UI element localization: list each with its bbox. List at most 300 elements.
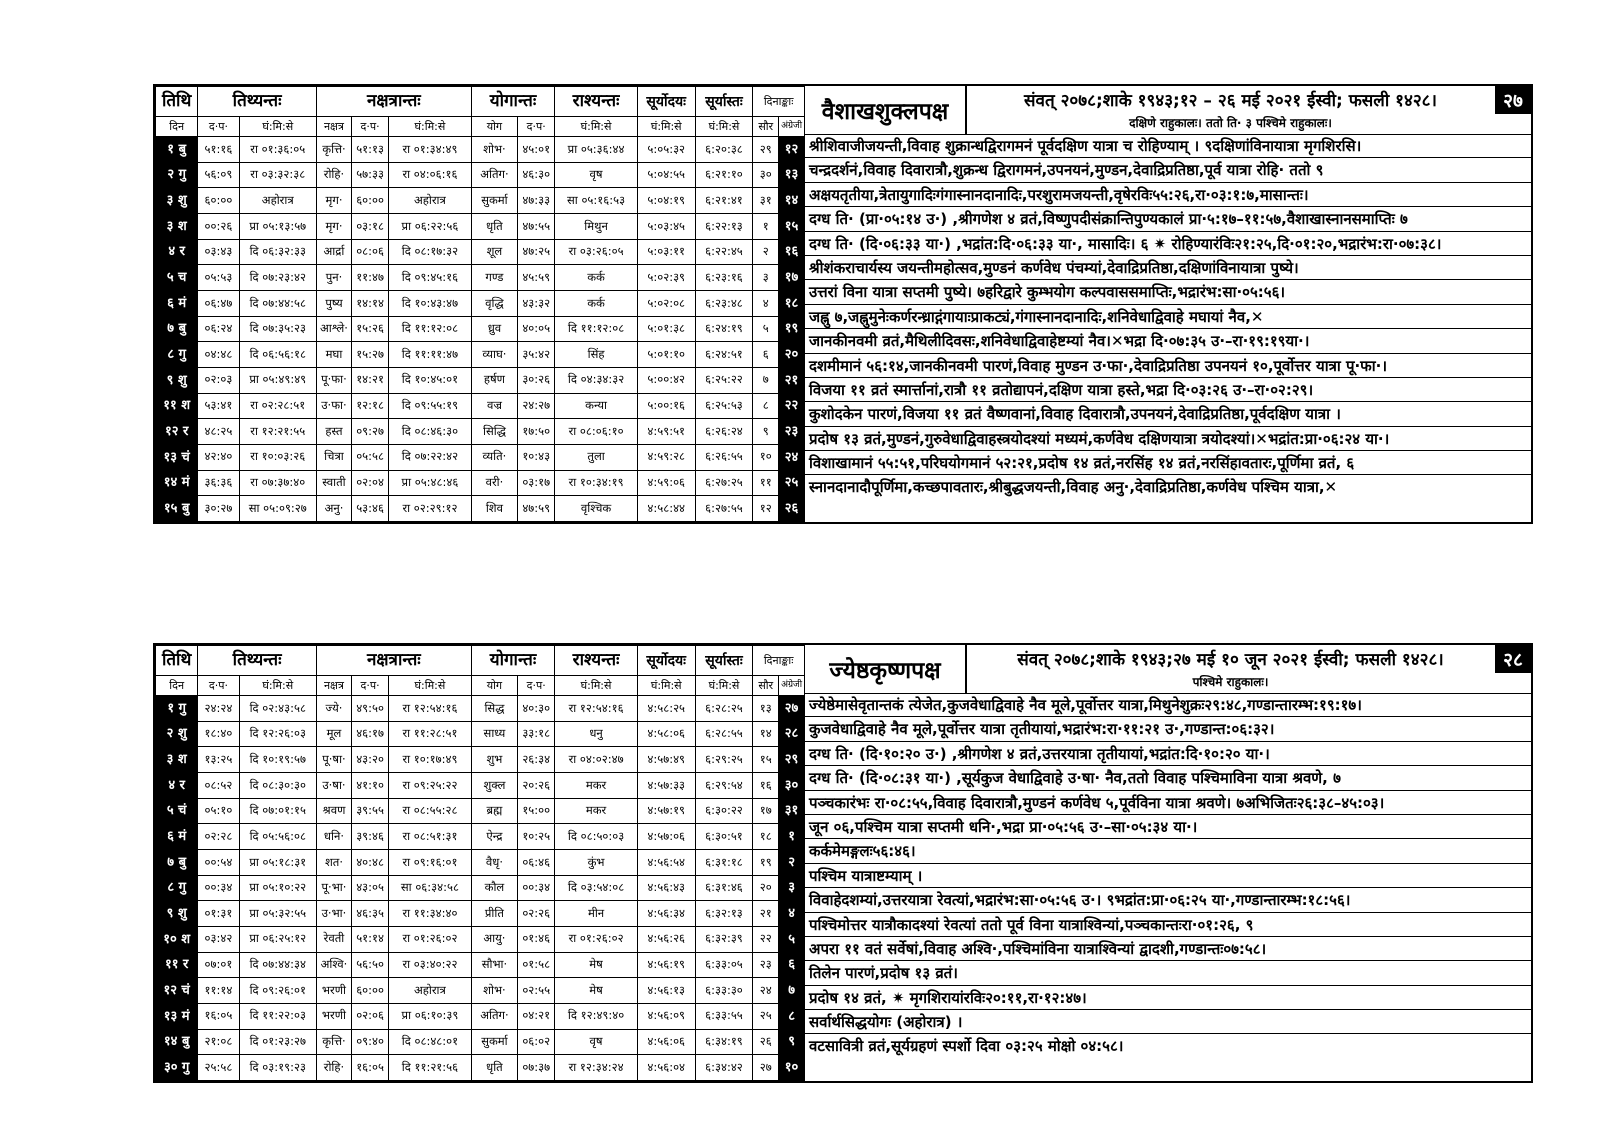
sunrise-cell: ४:५७:४९ [637,747,695,773]
tithi-time-cell: दि ०१:२३:२७ [239,1029,316,1055]
yoga-dapa-cell: ०६:०२ [518,1029,555,1055]
rashi-time-cell: रा १२:५४:१६ [555,696,638,722]
nakshatra-time-cell: रा १०:१७:४९ [389,747,472,773]
hdr-din: दिन [156,676,198,696]
tithi-dapa-cell: ००:५४ [198,849,239,875]
sunset-cell: ६:२६:५५ [695,444,753,470]
yoga-cell: शुक्ल [471,772,517,798]
note-line: तिलेन पारणं,प्रदोष १३ व्रतं। [805,961,1531,985]
panchang-panel-2 [153,643,1533,1083]
yoga-dapa-cell: ४६:३० [518,162,555,188]
nakshatra-dapa-cell: ३९:५५ [352,798,389,824]
sunrise-cell: ४:५८:०६ [637,721,695,747]
hdr-yoga: योग [471,676,517,696]
tithi-cell: ८ गु [156,342,198,368]
nakshatra-cell: आर्द्रा [316,239,351,265]
sunrise-cell: ५:०५:३२ [637,137,695,163]
nakshatra-dapa-cell: १४:२१ [352,367,389,393]
sunset-cell: ६:२५:५३ [695,393,753,419]
tithi-dapa-cell: २४:२४ [198,696,239,722]
nakshatra-cell: स्वाती [316,470,351,496]
hdr-n-dapa: द·प· [352,117,389,137]
english-date-cell: २१ [779,367,805,393]
sunset-cell: ६:२८:५५ [695,721,753,747]
sunset-cell: ६:२६:२४ [695,419,753,445]
nakshatra-time-cell: दि १०:४३:४७ [389,290,472,316]
rashi-time-cell: वृष [555,1029,638,1055]
yoga-cell: शोभ· [471,978,517,1004]
nakshatra-time-cell: रा ०२:२९:१२ [389,496,472,522]
yoga-cell: सौभा· [471,952,517,978]
tithi-cell: ४ र [156,239,198,265]
tithi-cell: ६ मं [156,824,198,850]
hdr-rashyanta: राश्यन्तः [555,646,638,676]
tithi-dapa-cell: ०२:२८ [198,824,239,850]
tithi-time-cell: दि १०:१९:५७ [239,747,316,773]
sunrise-cell: ४:५७:३३ [637,772,695,798]
tithi-time-cell: दि १२:२६:०३ [239,721,316,747]
hdr-angrezi: अंग्रेजी [779,676,805,696]
tithi-dapa-cell: १६:०५ [198,1003,239,1029]
english-date-cell: ८ [779,1003,805,1029]
nakshatra-dapa-cell: ४०:४८ [352,849,389,875]
note-line: दग्ध ति· (दि·०८:३१ या·) ,सूर्यकुज वेधाद्विवाहे उ·षा· नैव,ततो विवाह पश्चिमाविना यात्रा श्रवणे, ७ [805,766,1531,790]
rashi-time-cell: सा ०५:१६:५३ [555,188,638,214]
nakshatra-cell: उ·फा· [316,393,351,419]
saur-date-cell: १९ [753,849,779,875]
saur-date-cell: १२ [753,496,779,522]
saur-date-cell: १३ [753,696,779,722]
notes-list [805,134,1531,522]
note-line: पश्चिम यात्राष्टम्याम् । [805,864,1531,888]
nakshatra-cell: आश्ले· [316,316,351,342]
table-row [156,265,805,291]
yoga-cell: प्रीति [471,901,517,927]
sunset-cell: ६:३३:५५ [695,1003,753,1029]
sunrise-cell: ५:०१:३८ [637,316,695,342]
nakshatra-dapa-cell: ११:४७ [352,265,389,291]
english-date-cell: १५ [779,213,805,239]
nakshatra-cell: मृग· [316,213,351,239]
rashi-time-cell: कर्क [555,265,638,291]
nakshatra-dapa-cell: ५१:१४ [352,926,389,952]
tithi-dapa-cell: ०४:४८ [198,342,239,368]
nakshatra-dapa-cell: ६०:०० [352,978,389,1004]
sunrise-cell: ४:५६:२६ [637,926,695,952]
sunrise-cell: ४:५६:४३ [637,875,695,901]
hdr-tithi: तिथि [156,87,198,117]
note-line: कुजवेधाद्विवाहे नैव मूले,पूर्वोत्तर यात्रा तृतीयायां,भद्रारंभ:रा·११:२१ उ·,गण्डान्त:०६:३२। [805,717,1531,741]
yoga-dapa-cell: ४७:३३ [518,188,555,214]
tithi-time-cell: दि ०५:५६:०८ [239,824,316,850]
tithi-time-cell: दि ०६:५६:१८ [239,342,316,368]
note-line: पञ्चकारंभः रा·०८:५५,विवाह दिवारात्रौ,मुण्डनं कर्णवेध ५,पूर्वविना यात्रा श्रवणे। ७अभिजितः२६:३८–४५:०३। [805,791,1531,815]
sunrise-cell: ४:५७:१९ [637,798,695,824]
rashi-time-cell: मीन [555,901,638,927]
hdr-r-ghamise: घं:मि:से [555,117,638,137]
sunrise-cell: ५:०४:१९ [637,188,695,214]
tithi-cell: १० श [156,926,198,952]
nakshatra-cell: पुन· [316,265,351,291]
table-row [156,470,805,496]
nakshatra-dapa-cell: ०८:०६ [352,239,389,265]
nakshatra-dapa-cell: ०५:५८ [352,444,389,470]
table-row [156,824,805,850]
sunrise-cell: ५:००:४२ [637,367,695,393]
table-row [156,342,805,368]
english-date-cell: १८ [779,290,805,316]
table-row [156,798,805,824]
yoga-cell: शुभ [471,747,517,773]
tithi-dapa-cell: ०२:०३ [198,367,239,393]
tithi-dapa-cell: ०५:५३ [198,265,239,291]
table-row [156,419,805,445]
tithi-cell: ३ शु [156,188,198,214]
tithi-cell: ८ गु [156,875,198,901]
saur-date-cell: २३ [753,952,779,978]
sunset-cell: ६:२८:२५ [695,696,753,722]
english-date-cell: १३ [779,162,805,188]
nakshatra-time-cell: रा ०८:५१:३१ [389,824,472,850]
nakshatra-cell: ज्ये· [316,696,351,722]
sunset-cell: ६:२३:४८ [695,290,753,316]
tithi-time-cell: रा ०२:२८:५१ [239,393,316,419]
nakshatra-dapa-cell: ०९:४० [352,1029,389,1055]
tithi-dapa-cell: ००:३४ [198,875,239,901]
rashi-time-cell: कुंभ [555,849,638,875]
nakshatra-dapa-cell: ४३:२० [352,747,389,773]
hdr-ss-ghamise: घं:मि:से [695,117,753,137]
rashi-time-cell: मकर [555,798,638,824]
nakshatra-cell: पू·भा· [316,875,351,901]
table-row [156,290,805,316]
tithi-time-cell: रा १२:२१:५५ [239,419,316,445]
sunrise-cell: ५:०३:११ [637,239,695,265]
english-date-cell: २० [779,342,805,368]
note-line: विजया ११ व्रतं स्मार्त्तानां,रात्रौ ११ व्रतोद्यापनं,दक्षिण यात्रा हस्ते,भद्रा दि·०३:२६ उ·–रा·०२:२९। [805,378,1531,402]
nakshatra-dapa-cell: १२:१८ [352,393,389,419]
tithi-cell: १२ चं [156,978,198,1004]
sunrise-cell: ४:५६:०६ [637,1029,695,1055]
nakshatra-cell: पू·षा· [316,747,351,773]
sunset-cell: ६:३०:२२ [695,798,753,824]
rashi-time-cell: रा १०:३४:१९ [555,470,638,496]
sunset-cell: ६:२९:२५ [695,747,753,773]
tithi-time-cell: दि ०२:४३:५८ [239,696,316,722]
yoga-cell: ब्रह्म [471,798,517,824]
english-date-cell: १ [779,824,805,850]
nakshatra-time-cell: दि ०९:४५:१६ [389,265,472,291]
nakshatra-cell: कृत्ति· [316,137,351,163]
yoga-dapa-cell: ०१:५८ [518,952,555,978]
tithi-dapa-cell: ५३:४१ [198,393,239,419]
nakshatra-time-cell: रा ०८:५५:२८ [389,798,472,824]
nakshatra-cell: भरणी [316,978,351,1004]
rashi-time-cell: दि १२:४९:४० [555,1003,638,1029]
note-line: अपरा ११ वतं सर्वेषां,विवाह अश्वि·,पश्चिमांविना यात्राश्विन्यां द्वादशी,गण्डान्तः०७:५८। [805,937,1531,961]
nakshatra-cell: रोहि· [316,162,351,188]
note-line: विशाखामानं ५५:५१,परिघयोगमानं ५२:२१,प्रदोष १४ व्रतं,नरसिंह १४ व्रतं,नरसिंहावतारः,पूर्णिमा व्रतं, ६ [805,451,1531,475]
sunrise-cell: ५:०१:१० [637,342,695,368]
rahukal-line: पश्चिमे राहुकालः। [1192,675,1269,689]
yoga-cell: सिद्ध [471,696,517,722]
tithi-time-cell: दि ०९:२६:०१ [239,978,316,1004]
sunrise-cell: ४:५६:५४ [637,849,695,875]
saur-date-cell: ९ [753,419,779,445]
note-line: श्रीशंकराचार्यस्य जयन्तीमहोत्सव,मुण्डनं कर्णवेध पंचम्यां,देवाद्रिप्रतिष्ठा,दक्षिणांविनायात्रा पुष्ये। [805,256,1531,280]
nakshatra-time-cell: रा ०१:३४:४९ [389,137,472,163]
sunset-cell: ६:३३:०५ [695,952,753,978]
english-date-cell: ६ [779,952,805,978]
tithi-cell: ३ श [156,213,198,239]
yoga-cell: शूल [471,239,517,265]
table-row [156,849,805,875]
nakshatra-time-cell: प्रा ०६:२२:५६ [389,213,472,239]
hdr-n-dapa: द·प· [352,676,389,696]
table-row [156,926,805,952]
page-number: २८ [1495,645,1531,673]
sunset-cell: ६:२९:५४ [695,772,753,798]
sunrise-cell: ५:०२:०८ [637,290,695,316]
hdr-dinanka: दिनाङ्काः [753,87,805,117]
nakshatra-cell: रेवती [316,926,351,952]
yoga-cell: शोभ· [471,137,517,163]
tithi-cell: १२ र [156,419,198,445]
nakshatra-time-cell: अहोरात्र [389,978,472,1004]
yoga-cell: वृद्धि [471,290,517,316]
tithi-dapa-cell: २५:५८ [198,1055,239,1081]
tithi-dapa-cell: ३६:३६ [198,470,239,496]
table-row [156,444,805,470]
rashi-time-cell: दि ०४:३४:३२ [555,367,638,393]
nakshatra-time-cell: रा ०९:१६:०१ [389,849,472,875]
english-date-cell: ४ [779,901,805,927]
table-row [156,137,805,163]
note-line: उत्तरां विना यात्रा सप्तमी पुष्ये। ७हरिद्वारे कुम्भयोग कल्पवाससमाप्तिः,भद्रारंभ:सा·०५:५६। [805,280,1531,304]
hdr-suryodaya: सूर्योदयः [637,646,695,676]
samvat-line: संवत् २०७८;शाके १९४३;१२ – २६ मई २०२१ ईस्वी; फसली १४२८। [1024,91,1437,111]
tithi-time-cell: दि ०७:०१:१५ [239,798,316,824]
nakshatra-time-cell: रा १२:५४:१६ [389,696,472,722]
tithi-time-cell: अहोरात्र [239,188,316,214]
panchang-table [155,86,805,522]
sunset-cell: ६:२५:२२ [695,367,753,393]
hdr-din: दिन [156,117,198,137]
note-line: प्रदोष १४ व्रतं, ✷ मृगशिरायांरविः२०:११,रा·१२:४७। [805,986,1531,1010]
tithi-dapa-cell: ४८:२५ [198,419,239,445]
saur-date-cell: २६ [753,1029,779,1055]
table-row [156,393,805,419]
table-row [156,496,805,522]
hdr-t-dapa: द·प· [198,117,239,137]
yoga-cell: शिव [471,496,517,522]
saur-date-cell: ८ [753,393,779,419]
tithi-dapa-cell: ०८:५२ [198,772,239,798]
english-date-cell: १२ [779,137,805,163]
note-line: चन्द्रदर्शनं,विवाह दिवारात्रौ,शुक्रन्ध द्विरागमनं,उपनयनं,मुण्डन,देवाद्रिप्रतिष्ठा,पूर्व यात्रा रोहि· ततो ९ [805,158,1531,182]
sunset-cell: ६:३०:५१ [695,824,753,850]
tithi-dapa-cell: ४२:४० [198,444,239,470]
nakshatra-cell: अश्वि· [316,952,351,978]
sunrise-cell: ४:५७:०६ [637,824,695,850]
sunset-cell: ६:२४:१९ [695,316,753,342]
hdr-nakshatranta: नक्षत्रान्तः [316,646,471,676]
table-row [156,721,805,747]
nakshatra-cell: मृग· [316,188,351,214]
yoga-dapa-cell: ४७:२५ [518,239,555,265]
sunset-cell: ६:३१:१८ [695,849,753,875]
saur-date-cell: ६ [753,342,779,368]
nakshatra-dapa-cell: ०९:२७ [352,419,389,445]
yoga-dapa-cell: ०१:४६ [518,926,555,952]
nakshatra-time-cell: रा ०४:०६:१६ [389,162,472,188]
sunset-cell: ६:२१:४१ [695,188,753,214]
hdr-nakshatra: नक्षत्र [316,117,351,137]
sunrise-cell: ४:५९:२८ [637,444,695,470]
nakshatra-time-cell: दि ०७:२२:४२ [389,444,472,470]
sunrise-cell: ५:०४:५५ [637,162,695,188]
sunrise-cell: ४:५६:०४ [637,1055,695,1081]
month-title: ज्येष्ठकृष्णपक्ष [805,645,967,693]
saur-date-cell: ११ [753,470,779,496]
note-line: वटसावित्री व्रतं,सूर्यग्रहणं स्पर्शो दिवा ०३:२५ मोक्षो ०४:५८। [809,1037,1124,1056]
rashi-time-cell: रा ०४:०२:४७ [555,747,638,773]
tithi-cell: २ शु [156,721,198,747]
table-row [156,162,805,188]
sunrise-cell: ४:५८:४४ [637,496,695,522]
tithi-cell: ११ श [156,393,198,419]
yoga-dapa-cell: १०:२५ [518,824,555,850]
saur-date-cell: १७ [753,798,779,824]
yoga-dapa-cell: १०:४३ [518,444,555,470]
table-row [156,188,805,214]
english-date-cell: ३१ [779,798,805,824]
yoga-dapa-cell: ०२:५५ [518,978,555,1004]
yoga-cell: व्यति· [471,444,517,470]
table-row [156,952,805,978]
tithi-dapa-cell: ००:२६ [198,213,239,239]
rashi-time-cell: दि ०३:५४:०८ [555,875,638,901]
note-line: कर्कमेमङ्गलः५६:४६। [805,839,1531,863]
tithi-cell: ३ श [156,747,198,773]
yoga-cell: आयु· [471,926,517,952]
table-row [156,901,805,927]
sunset-cell: ६:२७:५५ [695,496,753,522]
page-number: २७ [1495,86,1531,114]
tithi-time-cell: दि ०७:४४:३४ [239,952,316,978]
tithi-cell: २ गु [156,162,198,188]
nakshatra-time-cell: रा ०१:२६:०२ [389,926,472,952]
yoga-cell: ध्रुव [471,316,517,342]
tithi-time-cell: दि ०७:२३:४२ [239,265,316,291]
yoga-cell: धृति [471,213,517,239]
saur-date-cell: १४ [753,721,779,747]
hdr-y-dapa: द·प· [518,117,555,137]
nakshatra-time-cell: दि ०८:४६:३० [389,419,472,445]
yoga-dapa-cell: ४५:०१ [518,137,555,163]
samvat-line: संवत् २०७८;शाके १९४३;२७ मई १० जून २०२१ ईस्वी; फसली १४२८। [1017,650,1444,670]
rashi-time-cell: कन्या [555,393,638,419]
tithi-dapa-cell: १३:२५ [198,747,239,773]
saur-date-cell: २९ [753,137,779,163]
hdr-suryasta: सूर्यास्तः [695,87,753,117]
tithi-cell: १४ मं [156,470,198,496]
note-line: दग्ध ति· (दि·०६:३३ या·) ,भद्रांत:दि·०६:३३ या·, मासादिः। ६ ✷ रोहिण्यारंविः२१:२५,दि·०१:२०,भद्रारंभ:रा·०७:३८। [805,232,1531,256]
yoga-dapa-cell: ०४:२१ [518,1003,555,1029]
note-line: जानकीनवमी व्रतं,मैथिलीदिवसः,शनिवेधाद्विवाहेष्टम्यां नैव।✕भद्रा दि·०७:३५ उ·–रा·१९:१९या·। [805,329,1531,353]
hdr-r-ghamise: घं:मि:से [555,676,638,696]
nakshatra-time-cell: रा ११:२८:५१ [389,721,472,747]
yoga-dapa-cell: २०:२६ [518,772,555,798]
tithi-dapa-cell: ०५:१० [198,798,239,824]
nakshatra-dapa-cell: ६०:०० [352,188,389,214]
hdr-ss-ghamise: घं:मि:से [695,676,753,696]
hdr-suryasta: सूर्यास्तः [695,646,753,676]
rashi-time-cell: सिंह [555,342,638,368]
saur-date-cell: ३ [753,265,779,291]
nakshatra-dapa-cell: ४९:५० [352,696,389,722]
sunset-cell: ६:३४:४२ [695,1055,753,1081]
panel-header [805,86,1531,135]
nakshatra-dapa-cell: ३९:४६ [352,824,389,850]
yoga-cell: सुकर्मा [471,188,517,214]
tithi-cell: ७ बु [156,849,198,875]
yoga-dapa-cell: ३५:४२ [518,342,555,368]
rashi-time-cell: प्रा ०५:३६:४४ [555,137,638,163]
hdr-tithyanta: तिथ्यन्तः [198,646,317,676]
sunrise-cell: ५:०३:४५ [637,213,695,239]
hdr-y-dapa: द·प· [518,676,555,696]
saur-date-cell: १ [753,213,779,239]
saur-date-cell: १० [753,444,779,470]
sunset-cell: ६:२१:१० [695,162,753,188]
tithi-cell: ५ च [156,265,198,291]
english-date-cell: २८ [779,721,805,747]
nakshatra-cell: धनि· [316,824,351,850]
tithi-cell: ७ बु [156,316,198,342]
tithi-cell: ५ चं [156,798,198,824]
saur-date-cell: २२ [753,926,779,952]
hdr-nakshatranta: नक्षत्रान्तः [316,87,471,117]
english-date-cell: १९ [779,316,805,342]
saur-date-cell: १६ [753,772,779,798]
yoga-dapa-cell: १५:०० [518,798,555,824]
hdr-yoganta: योगान्तः [471,646,555,676]
right-section [805,86,1531,522]
tithi-cell: १४ बु [156,1029,198,1055]
table-row [156,239,805,265]
rashi-time-cell: दि ०८:५०:०३ [555,824,638,850]
note-line: विवाहेदशम्यां,उत्तरयात्रा रेवत्यां,भद्रारंभ:सा·०५:५६ उ·। ९भद्रांत:प्रा·०६:२५ या·,गण्डान्तारम्भ:१८:५६। [805,888,1531,912]
hdr-n-ghamise: घं:मि:से [389,676,472,696]
nakshatra-dapa-cell: ०२:०४ [352,470,389,496]
english-date-cell: ९ [779,1029,805,1055]
tithi-time-cell: रा ०३:३२:३८ [239,162,316,188]
hdr-t-ghamise: घं:मि:से [239,676,316,696]
right-section [805,645,1531,1081]
hdr-tithi: तिथि [156,646,198,676]
saur-date-cell: २१ [753,901,779,927]
tithi-cell: १३ चं [156,444,198,470]
notes-list [805,693,1531,1081]
hdr-tithyanta: तिथ्यन्तः [198,87,317,117]
note-line: कुशोदकेन पारणं,विजया ११ व्रतं वैष्णवानां,विवाह दिवारात्रौ,उपनयनं,देवाद्रिप्रतिष्ठा,पूर्वदक्षिण यात्रा । [805,402,1531,426]
rashi-time-cell: रा ०१:२६:०२ [555,926,638,952]
hdr-saur: सौर [753,117,779,137]
table-row [156,1029,805,1055]
hdr-dinanka: दिनाङ्काः [753,646,805,676]
tithi-dapa-cell: १८:४० [198,721,239,747]
